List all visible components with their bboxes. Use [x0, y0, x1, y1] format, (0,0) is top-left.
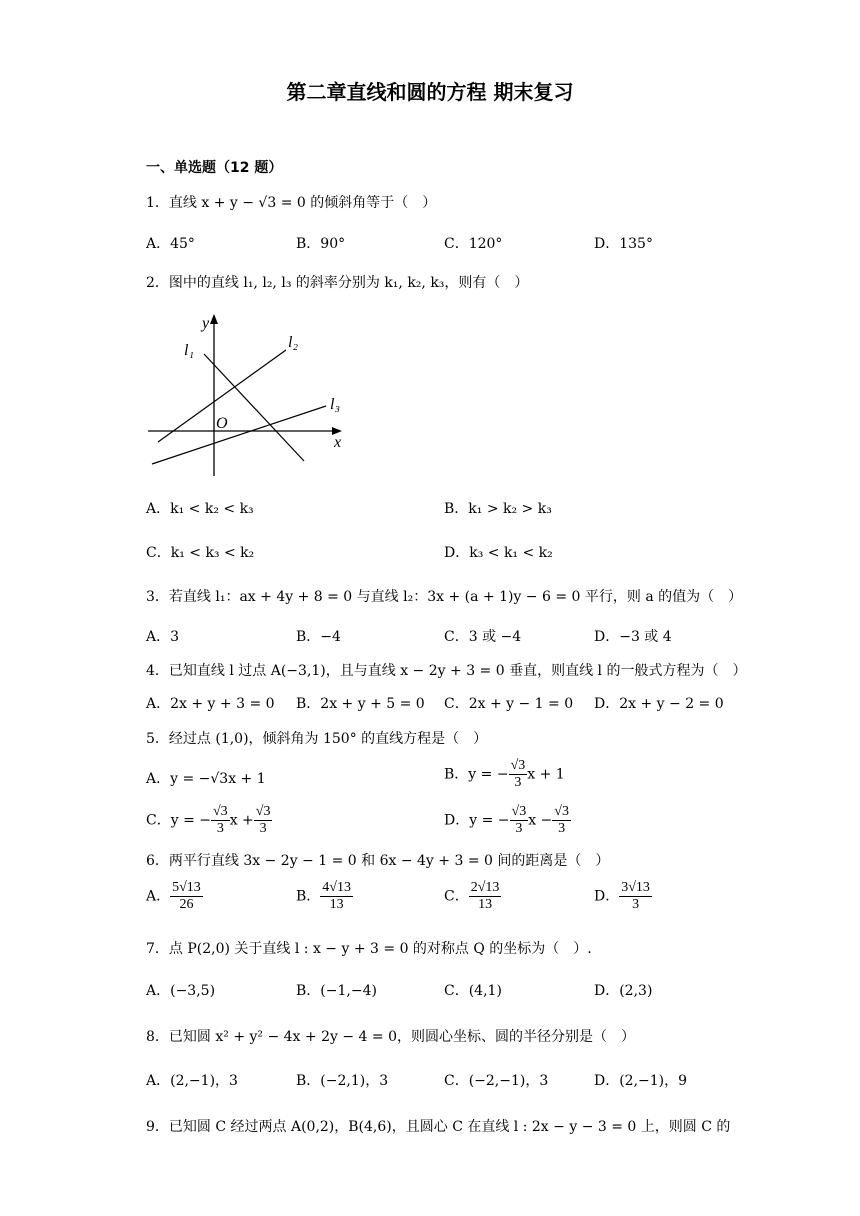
- q3-option-d[interactable]: D．−3 或 4: [594, 629, 672, 645]
- label-y: y: [202, 315, 210, 332]
- page-title: 第二章直线和圆的方程 期末复习: [286, 80, 574, 104]
- q1-option-b[interactable]: B．90°: [296, 236, 346, 252]
- fraction: $\frac{√3}{3}$: [554, 804, 569, 836]
- fraction: $\frac{√3}{3}$: [510, 758, 526, 790]
- q2-option-a[interactable]: A．k₁ < k₂ < k₃: [146, 501, 254, 517]
- question-7-stem: 7．点 P(2,0) 关于直线 l : x − y + 3 = 0 的对称点 Q 的坐标为（ ）.: [146, 941, 592, 957]
- q1-option-a[interactable]: A．45°: [146, 236, 195, 252]
- question-1-stem: 1．直线 x + y − √3 = 0 的倾斜角等于（ ）: [146, 195, 437, 211]
- q6-option-d[interactable]: D． $\frac{3√13}{3}$: [594, 880, 650, 912]
- q6-option-a[interactable]: A． $\frac{5√13}{26}$: [146, 880, 201, 912]
- fraction: $\frac{5√13}{26}$: [172, 880, 201, 912]
- q5-option-a[interactable]: A．y = −√3x + 1: [146, 771, 266, 787]
- y-axis-arrow: [210, 314, 218, 324]
- q1-option-d[interactable]: D．135°: [594, 236, 653, 252]
- q3-option-c[interactable]: C．3 或 −4: [444, 629, 522, 645]
- q3-option-b[interactable]: B．−4: [296, 629, 341, 645]
- section-heading: 一、单选题（12 题）: [146, 160, 283, 176]
- q4-option-c[interactable]: C．2x + y − 1 = 0: [444, 696, 574, 712]
- q2-line-graph-figure: [144, 310, 354, 480]
- fraction: $\frac{√3}{3}$: [213, 804, 228, 836]
- q3-option-a[interactable]: A．3: [146, 629, 180, 645]
- q7-option-c[interactable]: C．(4,1): [444, 983, 502, 999]
- line-l3: [152, 406, 326, 464]
- question-9-stem: 9．已知圆 C 经过两点 A(0,2)，B(4,6)，且圆心 C 在直线 l : 2x − y − 3 = 0 上，则圆 C 的: [146, 1119, 731, 1135]
- fraction: $\frac{√3}{3}$: [511, 804, 527, 836]
- q7-option-b[interactable]: B．(−1,−4): [296, 983, 377, 999]
- question-6-stem: 6．两平行直线 3x − 2y − 1 = 0 和 6x − 4y + 3 = 0 间的距离是（ ）: [146, 853, 610, 869]
- q6-option-c[interactable]: C． $\frac{2√13}{13}$: [444, 880, 500, 912]
- label-x: x: [334, 434, 342, 451]
- label-l3: l₃: [330, 396, 341, 413]
- q2-option-b[interactable]: B．k₁ > k₂ > k₃: [444, 501, 552, 517]
- label-l2: l₂: [288, 334, 299, 351]
- q1-option-c[interactable]: C．120°: [444, 236, 503, 252]
- fraction: $\frac{2√13}{13}$: [470, 880, 500, 912]
- question-8-stem: 8．已知圆 x² + y² − 4x + 2y − 4 = 0，则圆心坐标、圆的半径分别是（ ）: [146, 1029, 635, 1045]
- q8-option-a[interactable]: A．(2,−1)，3: [146, 1073, 238, 1089]
- fraction: $\frac{√3}{3}$: [255, 804, 271, 836]
- q2-option-d[interactable]: D．k₃ < k₁ < k₂: [444, 545, 553, 561]
- q4-option-a[interactable]: A．2x + y + 3 = 0: [146, 696, 275, 712]
- q8-option-d[interactable]: D．(2,−1)，9: [594, 1073, 688, 1089]
- q8-option-b[interactable]: B．(−2,1)，3: [296, 1073, 389, 1089]
- q4-option-b[interactable]: B．2x + y + 5 = 0: [296, 696, 425, 712]
- q5-option-b[interactable]: B．y = − $\frac{√3}{3}$ x + 1: [444, 758, 565, 790]
- question-5-stem: 5．经过点 (1,0)，倾斜角为 150° 的直线方程是（ ）: [146, 731, 488, 747]
- fraction: $\frac{4√13}{13}$: [322, 880, 351, 912]
- q2-option-c[interactable]: C．k₁ < k₃ < k₂: [146, 545, 255, 561]
- q6-option-b[interactable]: B． $\frac{4√13}{13}$: [296, 880, 351, 912]
- label-l1: l₁: [184, 342, 195, 359]
- fraction: $\frac{3√13}{3}$: [621, 880, 650, 912]
- q4-option-d[interactable]: D．2x + y − 2 = 0: [594, 696, 724, 712]
- q5-option-c[interactable]: C．y = − $\frac{√3}{3}$ x + $\frac{√3}{3}$: [146, 804, 271, 836]
- question-4-stem: 4．已知直线 l 过点 A(−3,1)，且与直线 x − 2y + 3 = 0 垂直，则直线 l 的一般式方程为（ ）: [146, 663, 747, 679]
- q8-option-c[interactable]: C．(−2,−1)，3: [444, 1073, 549, 1089]
- q5-option-d[interactable]: D．y = − $\frac{√3}{3}$ x − $\frac{√3}{3}$: [444, 804, 569, 836]
- label-origin: O: [216, 415, 228, 432]
- question-3-stem: 3．若直线 l₁：ax + 4y + 8 = 0 与直线 l₂：3x + (a + 1)y − 6 = 0 平行，则 a 的值为（ ）: [146, 589, 743, 605]
- question-2-stem: 2．图中的直线 l₁, l₂, l₃ 的斜率分别为 k₁, k₂, k₃，则有（ ）: [146, 275, 529, 291]
- q7-option-a[interactable]: A．(−3,5): [146, 983, 216, 999]
- q7-option-d[interactable]: D．(2,3): [594, 983, 653, 999]
- line-l1: [204, 354, 304, 461]
